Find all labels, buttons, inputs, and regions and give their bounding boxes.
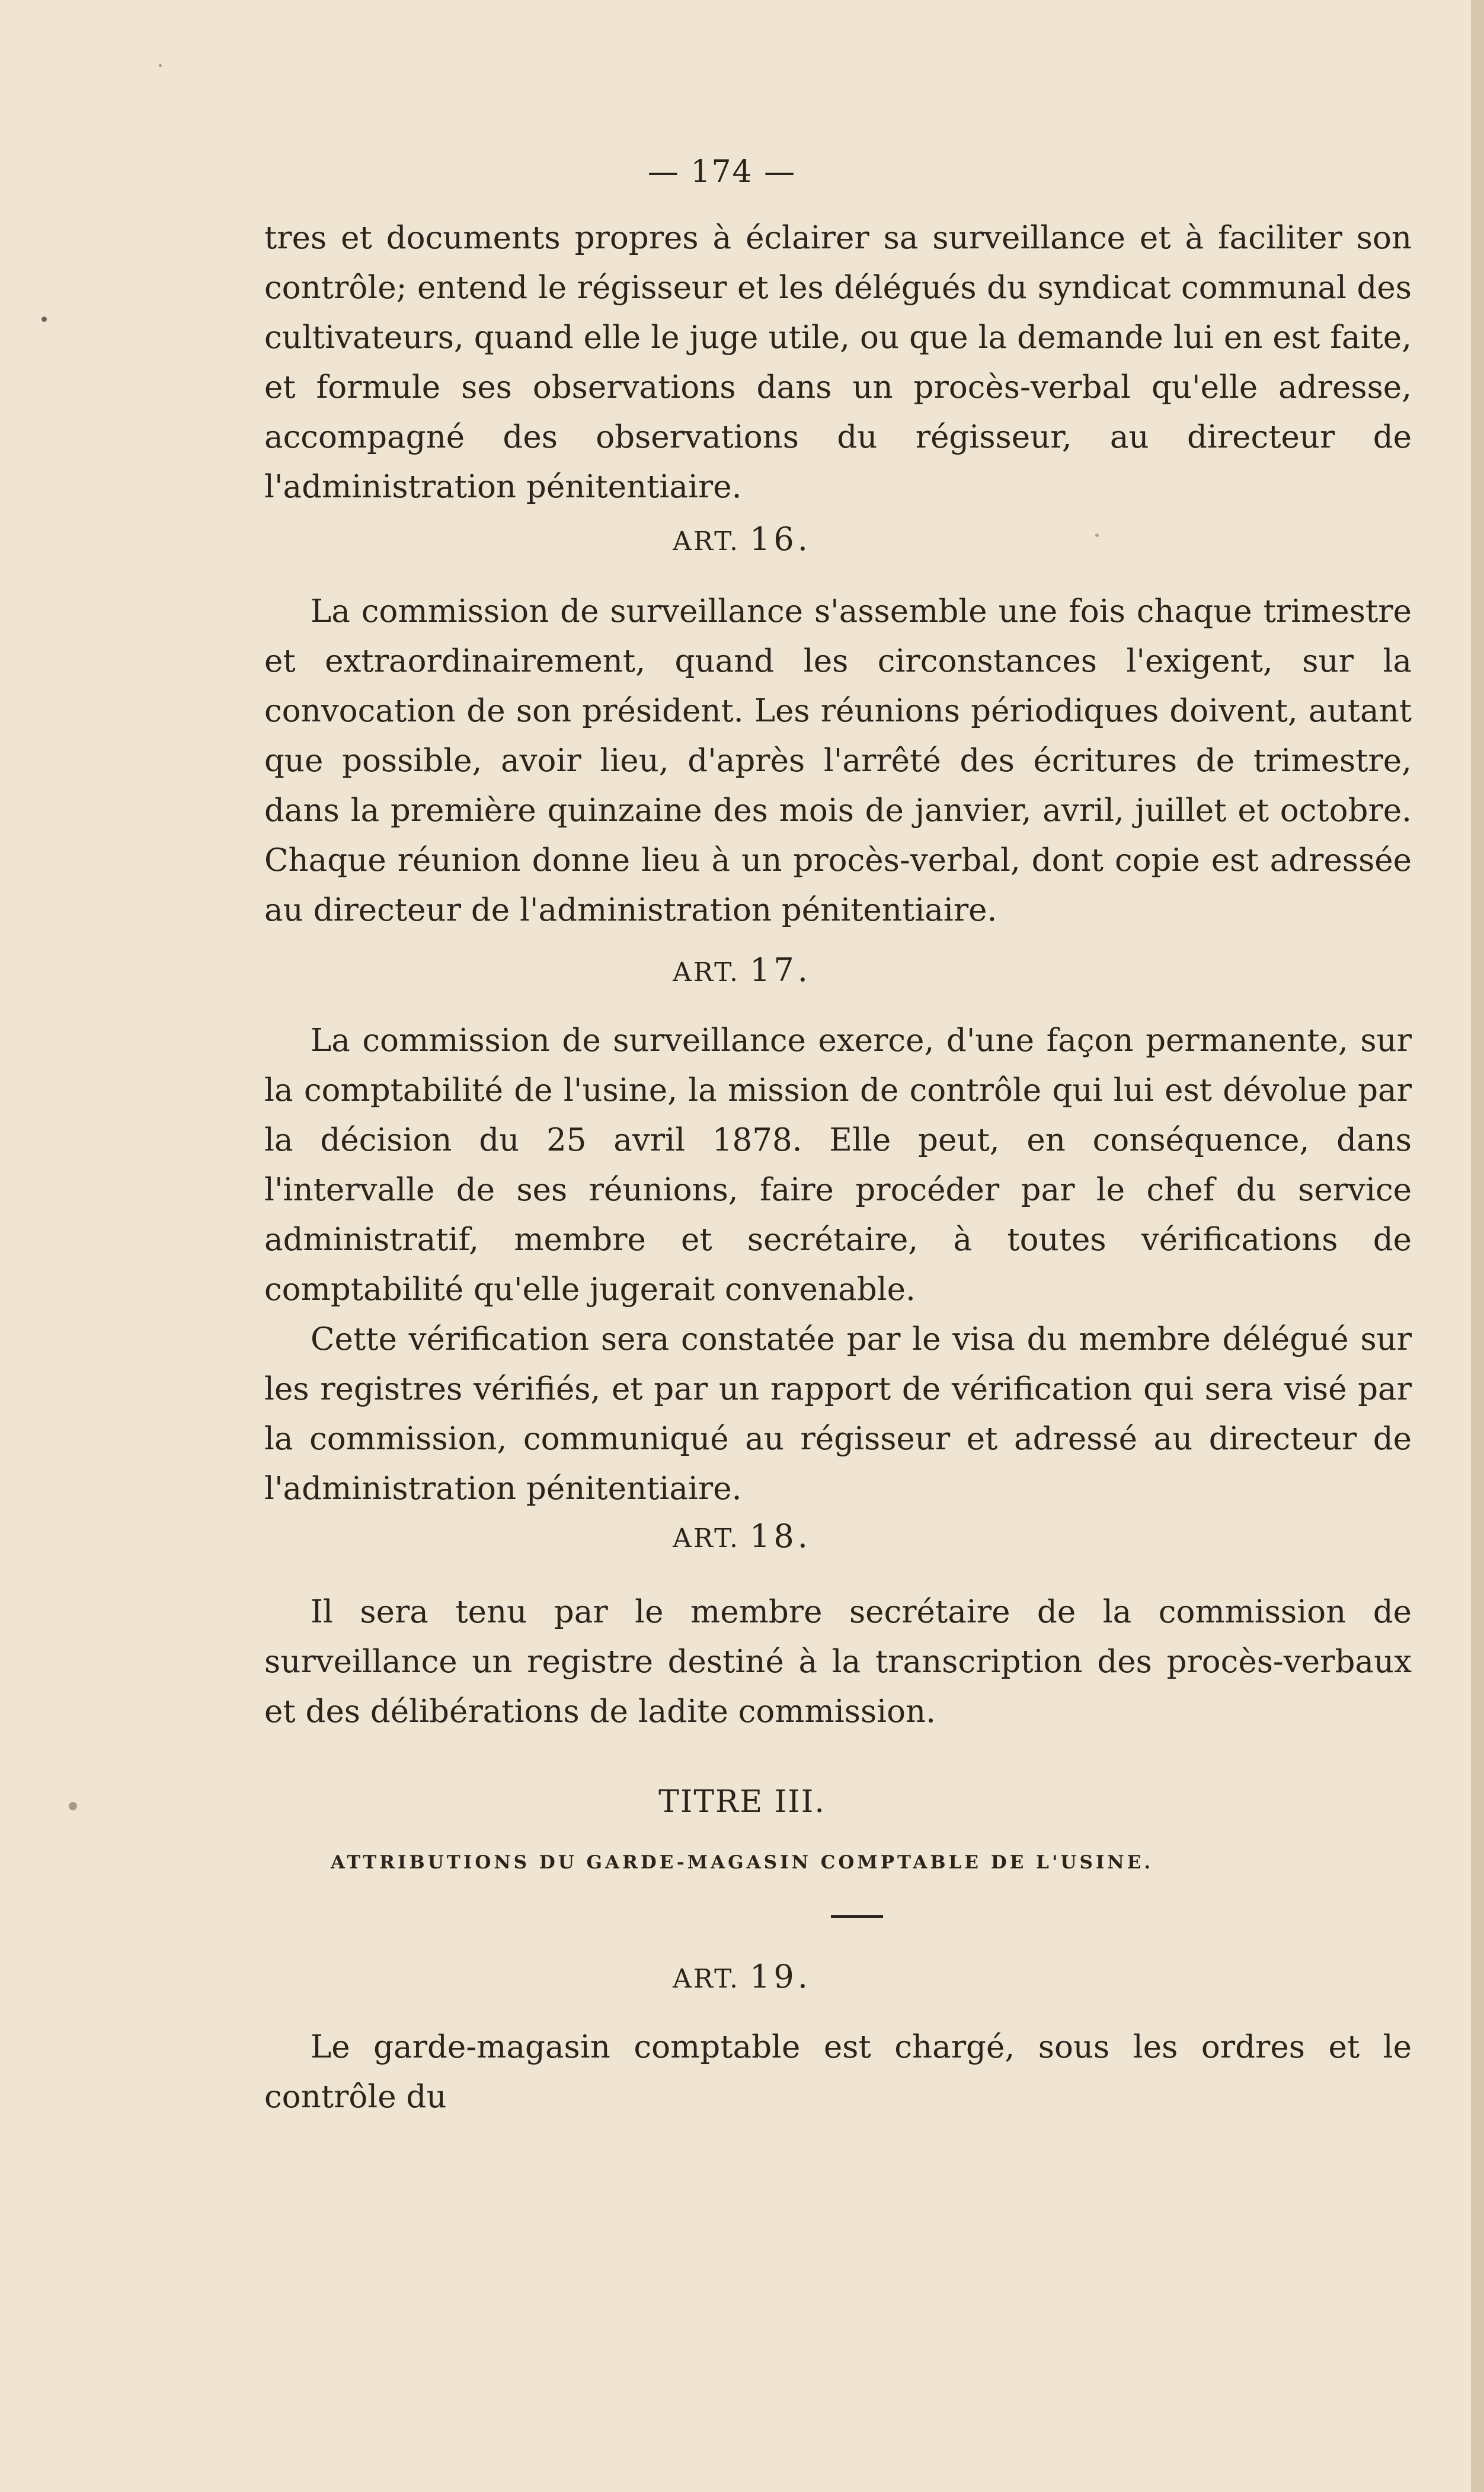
article-label: ART. [673,1523,740,1554]
article-16-heading [0,520,1484,558]
article-17-text-continued: Cette vérification sera constatée par le visa du membre délégué sur les registres vérifiés, et par un rapport de vérification qui sera visé par la commission, communiqué au régisseur et adressé au directeur de l'administration pénitentiaire. [264,1321,1412,1507]
article-17-text: La commission de surveillance exerce, d'une façon permanente, sur la comptabilité de l'usine, la mission de contrôle qui lui est dévolue par la décision du 25 avril 1878. Elle peut, en conséquence, dans l'intervalle de ses réunions, faire procéder par le chef du service administratif, membre et secrétaire, à toutes vérifications de comptabilité qu'elle jugerait convenable. [264,1023,1412,1308]
article-17-heading [0,951,1484,989]
article-19-text: Le garde-magasin comptable est chargé, sous les ordres et le contrôle du [264,2029,1412,2115]
article-19-heading [0,1960,1484,1996]
section-divider [831,1915,883,1918]
title-heading: TITRE III. [658,1784,826,1820]
article-number: 19. [750,1958,811,1995]
page-number: — 174 — [647,154,797,190]
article-18-heading [0,1517,1484,1555]
paragraph-continuation: tres et documents propres à éclairer sa surveillance et à faciliter son contrôle; entend le régisseur et les délégués du syndicat communal des cultivateurs, quand elle le juge utile, ou que la demande lui en est faite, et formule ses observations dans un procès-verbal qu'elle adresse, accompagné des observations du régisseur, au directeur de l'administration pénitentiaire. [264,220,1412,505]
paper-speck [159,64,162,67]
page-edge [1471,0,1484,2492]
article-label: ART. [673,1964,740,1994]
article-label: ART. [673,957,740,988]
article-number: 17. [750,951,811,989]
article-18-text: Il sera tenu par le membre secrétaire de la commission de surveillance un registre destiné à la transcription des procès-verbaux et des délibérations de ladite commission. [264,1594,1412,1730]
article-number: 18. [750,1517,811,1555]
article-label: ART. [673,526,740,557]
article-number: 16. [750,520,811,558]
title-subtitle: ATTRIBUTIONS DU GARDE-MAGASIN COMPTABLE DE L'USINE. [330,1852,1154,1873]
article-16-text: La commission de surveillance s'assemble une fois chaque trimestre et extraordinairement, quand les circonstances l'exigent, sur la convocation de son président. Les réunions périodiques doivent, autant que possible, avoir lieu, d'après l'arrêté des écritures de trimestre, dans la première quinzaine des mois de janvier, avril, juillet et octobre. Chaque réunion donne lieu à un procès-verbal, dont copie est adressée au directeur de l'administration pénitentiaire. [264,593,1412,928]
paper-speck [41,317,47,322]
